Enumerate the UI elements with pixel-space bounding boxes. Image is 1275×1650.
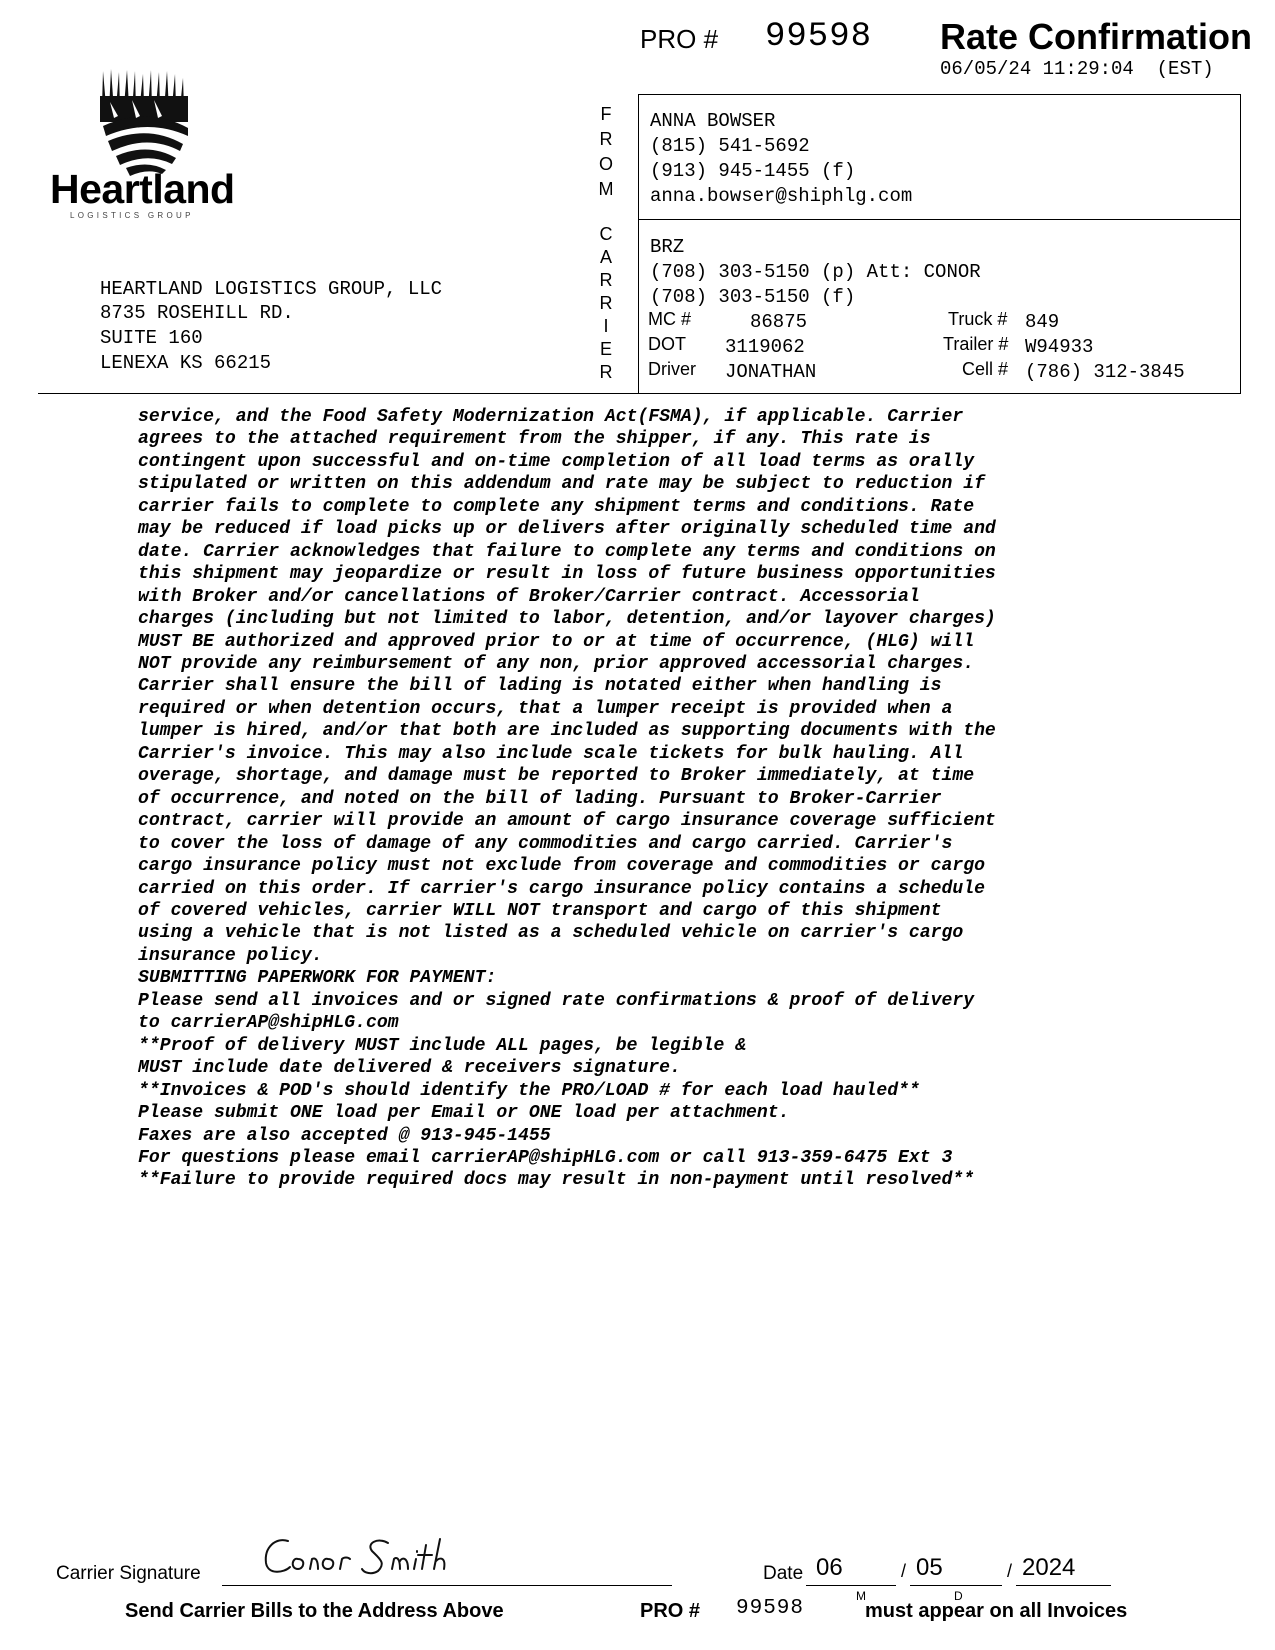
company-name: HEARTLAND LOGISTICS GROUP, LLC (100, 278, 443, 300)
date-separator: / (1007, 1561, 1013, 1581)
from-side-letter: F (600, 104, 612, 124)
footer-pro-label: PRO # (640, 1600, 701, 1622)
date-month-line (806, 1585, 896, 1586)
from-side-letter: R (599, 129, 613, 149)
company-street: 8735 ROSEHILL RD. (100, 302, 294, 324)
carrier-side-letter: A (599, 247, 612, 267)
mc-label: MC # (648, 309, 692, 329)
from-side-letter: M (598, 179, 614, 199)
carrier-side-letter: R (599, 270, 613, 290)
carrier-name: BRZ (650, 236, 685, 258)
from-phone: (815) 541-5692 (650, 135, 810, 157)
day-sublabel: D (954, 1589, 963, 1603)
dot-value: 3119062 (725, 336, 805, 358)
driver-value: JONATHAN (725, 361, 817, 383)
carrier-signature (258, 1533, 478, 1583)
invoice-note: must appear on all Invoices (865, 1600, 1128, 1622)
truck-label: Truck # (948, 309, 1008, 329)
driver-label: Driver (648, 359, 696, 379)
pro-number: 99598 (765, 18, 873, 56)
document-datetime: 06/05/24 11:29:04 (EST) (940, 58, 1214, 80)
from-fax: (913) 945-1455 (f) (650, 160, 856, 182)
carrier-side-letter: E (599, 339, 612, 359)
mc-value: 86875 (750, 311, 808, 333)
document-title: Rate Confirmation (940, 16, 1253, 57)
carrier-side-letter: C (599, 224, 613, 244)
month-sublabel: M (856, 1589, 866, 1603)
logo-subtitle: LOGISTICS GROUP (70, 211, 194, 220)
carrier-signature-label: Carrier Signature (56, 1563, 201, 1584)
signature-line (222, 1585, 672, 1586)
carrier-side-letter: I (603, 316, 609, 336)
date-separator: / (901, 1561, 907, 1581)
carrier-side-letter: R (599, 293, 613, 313)
cell-label: Cell # (962, 359, 1009, 379)
truck-value: 849 (1025, 311, 1060, 333)
date-day: 05 (916, 1554, 943, 1581)
footer-pro-number: 99598 (736, 1597, 805, 1620)
date-label: Date (763, 1563, 804, 1584)
cell-value: (786) 312-3845 (1025, 361, 1185, 383)
date-day-line (910, 1585, 1002, 1586)
carrier-fax: (708) 303-5150 (f) (650, 286, 856, 308)
from-side-letter: O (598, 154, 613, 174)
company-city: LENEXA KS 66215 (100, 352, 272, 374)
trailer-label: Trailer # (943, 334, 1009, 354)
dot-label: DOT (648, 334, 686, 354)
company-suite: SUITE 160 (100, 327, 203, 349)
date-year-line (1016, 1585, 1111, 1586)
send-bills-note: Send Carrier Bills to the Address Above (125, 1600, 504, 1622)
terms-text: service, and the Food Safety Modernization Act(FSMA), if applicable. Carrier agrees to the attached requirement from the shipper, if any. This rate is contingent upon successful and on-time completion of all load terms as orally stipulated or written on this addendum and rate may be subject to reduction if carrier fails to complete to complete any shipment terms and conditions. Rate may be reduced if load picks up or delivers after originally scheduled time and date. Carrier acknowledges that failure to complete any terms and conditions on this shipment may jeopardize or result in loss of future business opportunities with Broker and/or cancellations of Broker/Carrier contract. Accessorial charges (including but not limited to labor, detention, and/or layover charges) MUST BE authorized and approved prior to or at time of occurrence, (HLG) will NOT provide any reimbursement of any non, prior approved accessorial charges. Carrier shall ensure the bill of lading is notated either when handling is required or when detention occurs, that a lumper receipt is provided when a lumper is hired, and/or that both are included as supporting documents with the Carrier's invoice. This may also include scale tickets for bulk hauling. All overage, shortage, and damage must be reported to Broker immediately, at time of occurrence, and noted on the bill of lading. Pursuant to Broker-Carrier contract, carrier will provide an amount of cargo insurance coverage sufficient to cover the loss of damage of any commodities and cargo carried. Carrier's cargo insurance policy must not exclude from coverage and commodities or cargo carried on this order. If carrier's cargo insurance policy contains a schedule of covered vehicles, carrier WILL NOT transport and cargo of this shipment using a vehicle that is not listed as a scheduled vehicle on carrier's cargo insurance policy. SUBMITTING PAPERWORK FOR PAYMENT: Please send all invoices and or signed rate confirmations & proof of delivery to carrierAP@shipHLG.com **Proof of delivery MUST include ALL pages, be legible & MUST include date delivered & receivers signature. **Invoices & POD's should identify the PRO/LOAD # for each load hauled** Please submit ONE load per Email or ONE load per attachment. Faxes are also accepted @ 913-945-1455 For questions please email carrierAP@shipHLG.com or call 913-359-6475 Ext 3 **Failure to provide required docs may result in non-payment until resolved** (138, 407, 996, 1191)
from-name: ANNA BOWSER (650, 110, 776, 132)
header-rule (38, 393, 1240, 394)
box-divider (638, 219, 1241, 220)
pro-label: PRO # (640, 24, 719, 54)
date-month: 06 (816, 1554, 843, 1581)
logo-wordmark: Heartland (50, 166, 235, 212)
carrier-side-letter: R (599, 362, 613, 382)
from-email: anna.bowser@shiphlg.com (650, 185, 913, 207)
carrier-phone: (708) 303-5150 (p) Att: CONOR (650, 261, 981, 283)
date-year: 2024 (1022, 1554, 1076, 1581)
trailer-value: W94933 (1025, 336, 1094, 358)
